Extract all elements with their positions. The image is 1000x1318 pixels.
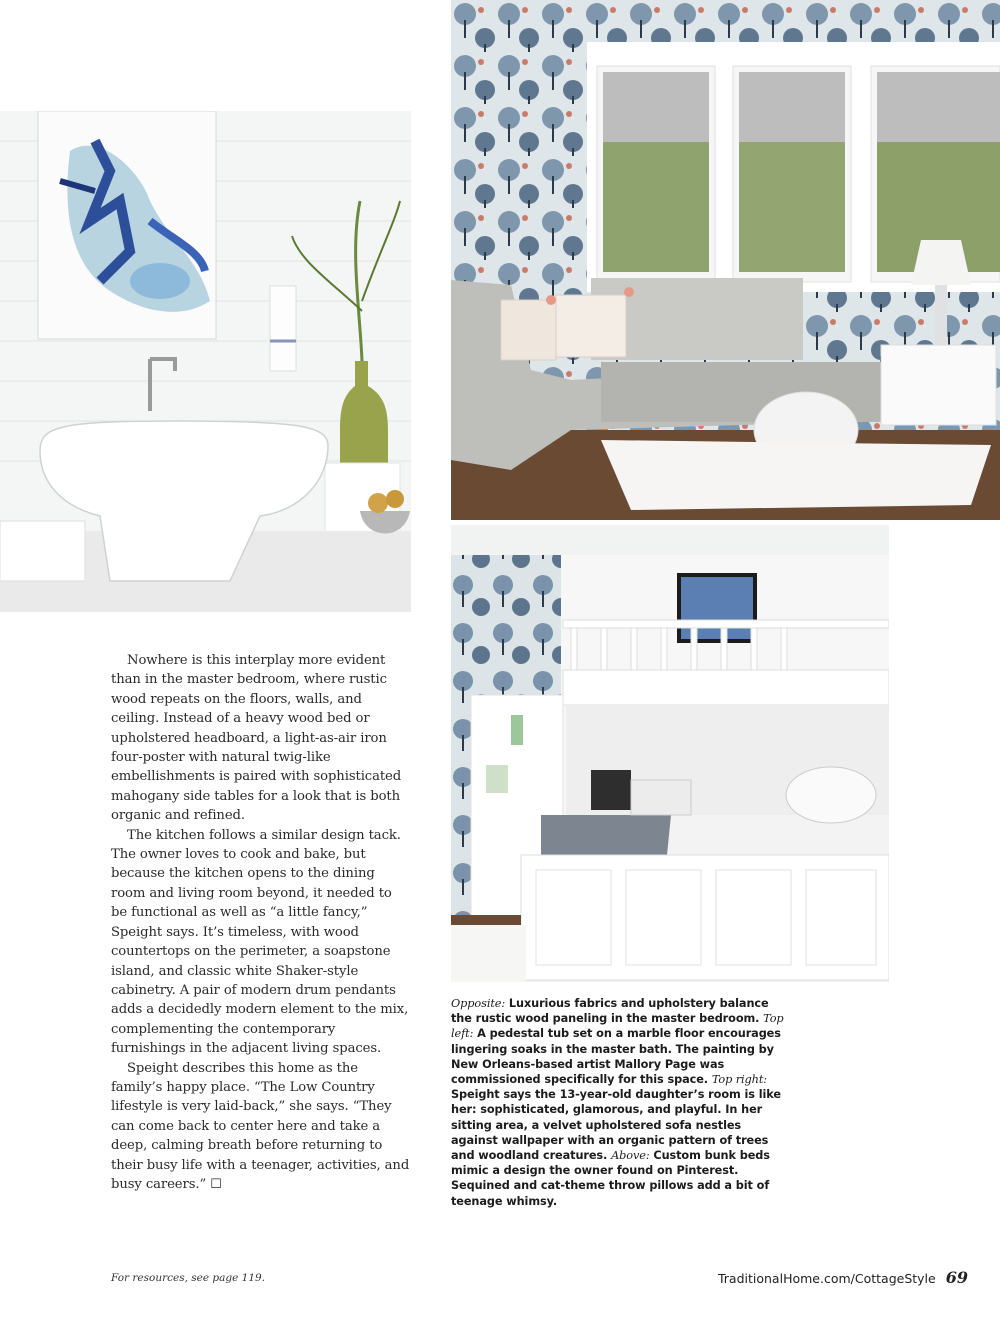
resources-note: For resources, see page 119. bbox=[111, 1272, 266, 1284]
body-paragraph-3-text: Speight describes this home as the family’s happy place. “The Low Country lifestyle is very laid-back,” she says. “They can come back to center here and take a deep, calming breath before returning to their busy life with a teenager, activities, and busy careers.” bbox=[111, 1060, 410, 1192]
caption-text-top-left: A pedestal tub set on a marble floor encourages lingering soaks in the master bath. The painting by New Orleans-based artist Mallory Page was commissioned specifically for this space. bbox=[451, 1027, 781, 1087]
caption-label-top-left: Top left: bbox=[451, 1012, 784, 1041]
caption-text-above: Custom bunk beds mimic a design the owner found on Pinterest. Sequined and cat-theme throw pillows add a bit of teenage whimsy. bbox=[451, 1149, 770, 1208]
caption-text-opposite: Luxurious fabrics and upholstery balance the rustic wood paneling in the master bedroom. bbox=[451, 997, 769, 1026]
caption-text-top-right: Speight says the 13-year-old daughter’s room is like her: sophisticated, glamorous, and playful. In her sitting area, a velvet upholstered sofa nestles against wallpaper with an organic pattern of trees and woodland creatures. bbox=[451, 1088, 781, 1163]
photo-bunk-beds bbox=[451, 525, 889, 982]
page-footer bbox=[718, 1268, 968, 1287]
caption-label-above: Above: bbox=[611, 1149, 650, 1163]
body-paragraph-3 bbox=[111, 1059, 411, 1195]
site-url[interactable]: TraditionalHome.com/CottageStyle bbox=[717, 1271, 936, 1286]
photo-sitting-area bbox=[451, 0, 1000, 520]
caption-label-opposite: Opposite: bbox=[451, 997, 506, 1010]
body-paragraph-2: The kitchen follows a similar design tack. The owner loves to cook and bake, but because the kitchen opens to the dining room and living room beyond, it needed to be functional as well as “a little fancy,” Speight says. It’s timeless, with wood countertops on the perimeter, a soapstone island, and classic white Shaker-style cabinetry. A pair of modern drum pendants adds a decidedly modern element to the mix, complementing the contemporary furnishings in the adjacent living spaces. bbox=[111, 827, 409, 1057]
end-mark: ☐ bbox=[210, 1176, 222, 1192]
photo-caption bbox=[451, 996, 785, 1209]
body-paragraph-1: Nowhere is this interplay more evident than in the master bedroom, where rustic wood repeats on the floors, walls, and ceiling. Instead of a heavy wood bed or upholstered headboard, a light-as-air iron four-poster with natural twig-like embellishments is paired with sophisticated mahogany side tables for a look that is both organic and refined. bbox=[111, 653, 402, 824]
photo-bathroom bbox=[0, 111, 411, 612]
article-body bbox=[111, 651, 411, 1194]
caption-label-top-right: Top right: bbox=[711, 1073, 767, 1087]
page-number: 69 bbox=[945, 1268, 968, 1287]
